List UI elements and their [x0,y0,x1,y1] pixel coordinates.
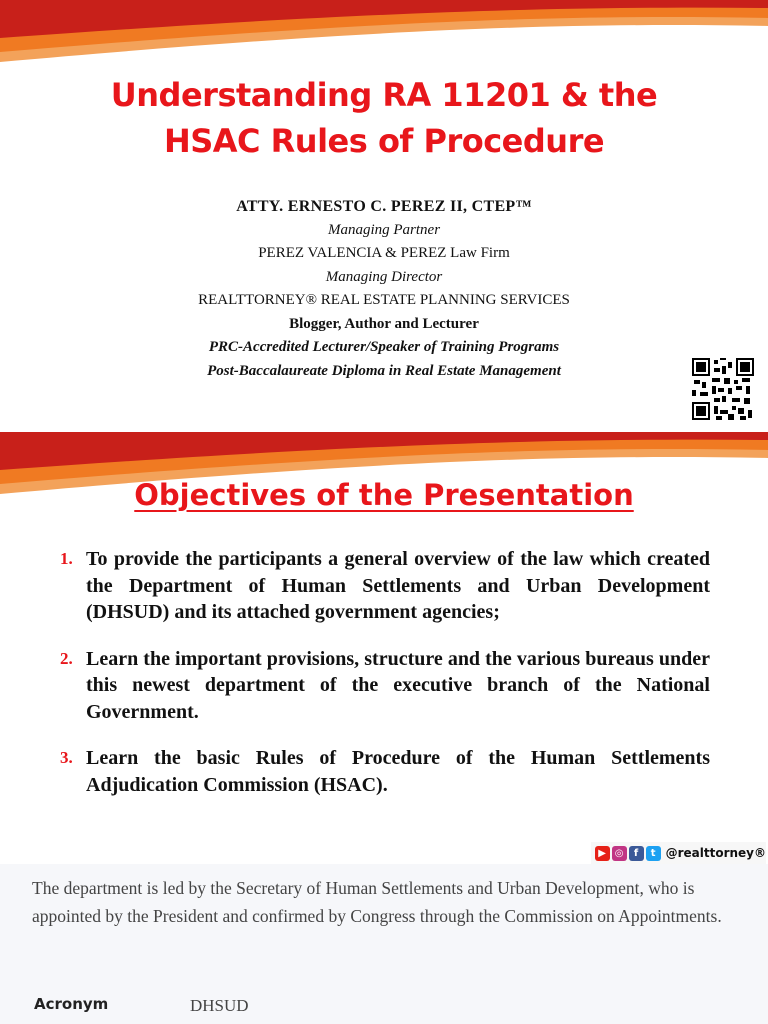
article-paragraph: The department is led by the Secretary of Human Settlements and Urban Development, who is appointed by the President and confirmed by Congress through the Commission on Appointments. [32,878,722,926]
social-handle: @realttorney® [665,846,766,860]
twitter-icon[interactable]: t [646,846,661,861]
credit-line: Managing Partner [327,221,441,238]
instagram-icon[interactable]: ◎ [612,846,627,861]
objectives-title: Objectives of the Presentation [134,478,634,512]
list-item: 3. Learn the basic Rules of Procedure of the Human Settlements Adjudication Commission (HSAC). [60,747,710,796]
acronym-label: Acronym [34,995,109,1013]
header-swoosh-decoration [0,0,768,70]
slide-title: Understanding RA 11201 & the HSAC Rules of Procedure [110,76,658,160]
credit-line: Blogger, Author and Lecturer [289,315,479,332]
title-slide [0,0,768,432]
list-item: 1. To provide the participants a general overview of the law which created the Department of Human Settlements and Urban Development (DHSUD) and its attached government agencies; [60,548,710,623]
objectives-list [60,546,710,818]
youtube-icon[interactable]: ▶ [595,846,610,861]
credit-line: PRC-Accredited Lecturer/Speaker of Training Programs [208,339,560,355]
list-item: 2. Learn the important provisions, structure and the various bureaus under this newest department of the executive branch of the National Government. [60,647,710,723]
social-media-bar [591,842,766,864]
credit-line: Post-Baccalaureate Diploma in Real Estate Management [207,362,561,379]
speaker-name: ATTY. ERNESTO C. PEREZ II, CTEP™ [236,198,532,215]
speaker-credits [0,195,768,383]
qr-code-icon [692,358,754,420]
credit-line: PEREZ VALENCIA & PEREZ Law Firm [258,245,510,261]
credit-line: REALTTORNEY® REAL ESTATE PLANNING SERVICES [198,292,570,308]
facebook-icon[interactable]: f [629,846,644,861]
credit-line: Managing Director [325,268,443,285]
acronym-value: DHSUD [190,996,249,1015]
article-excerpt [0,864,768,1024]
